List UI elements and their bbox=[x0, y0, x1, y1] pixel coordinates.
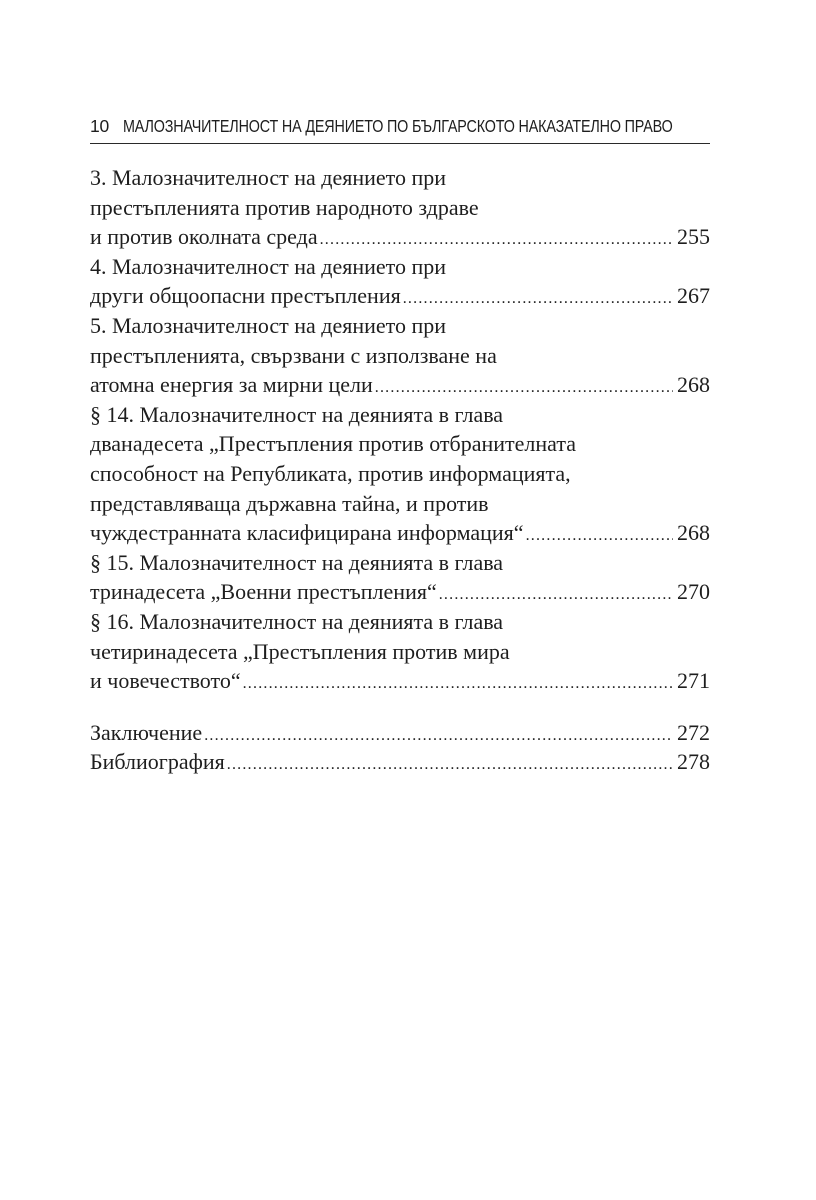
running-header bbox=[90, 113, 710, 144]
dot-leader bbox=[243, 669, 673, 699]
toc-entry-line: престъпленията против народното здраве bbox=[90, 194, 479, 220]
toc-entry bbox=[90, 252, 710, 311]
toc-page-number: 278 bbox=[677, 749, 710, 775]
toc-entry-line: способност на Републиката, против информацията, bbox=[90, 460, 571, 486]
toc-entry-title: и против околната среда bbox=[90, 224, 318, 250]
toc-entry-title: чуждестранната класифицирана информация“ bbox=[90, 520, 524, 546]
toc-entry-line: § 15. Малозначителност на деянията в глава bbox=[90, 549, 504, 575]
toc-page-number: 268 bbox=[677, 372, 710, 398]
header-book-title: МАЛОЗНАЧИТЕЛНОСТ НА ДЕЯНИЕТО ПО БЪЛГАРСКОТО НАКАЗАТЕЛНО ПРАВО bbox=[123, 116, 673, 136]
toc-entry-line: 4. Малозначителност на деянието при bbox=[90, 253, 447, 279]
toc-entry-line: четиринадесета „Престъпления против мира bbox=[90, 638, 510, 664]
toc-entry-line: § 16. Малозначителност на деянията в глава bbox=[90, 608, 504, 634]
toc-entry bbox=[90, 163, 710, 252]
toc-entry-line: дванадесета „Престъпления против отбранителната bbox=[90, 431, 577, 457]
toc-entry-leader-line[interactable] bbox=[90, 222, 710, 252]
toc-entry-title: атомна енергия за мирни цели bbox=[90, 372, 373, 398]
toc-entry-leader-line[interactable] bbox=[90, 281, 710, 311]
toc-entry-leader-line[interactable] bbox=[90, 577, 710, 607]
dot-leader bbox=[227, 750, 673, 780]
toc-entry-conclusion bbox=[90, 718, 710, 748]
toc-page-number: 255 bbox=[677, 224, 710, 250]
toc-entry-leader-line[interactable] bbox=[90, 666, 710, 696]
toc-entry-leader-line[interactable] bbox=[90, 718, 710, 748]
dot-leader bbox=[375, 373, 673, 403]
toc-entry bbox=[90, 548, 710, 607]
toc-entry-line: 3. Малозначителност на деянието при bbox=[90, 165, 447, 190]
dot-leader bbox=[526, 521, 673, 551]
toc-entry-line: представляваща държавна тайна, и против bbox=[90, 490, 489, 516]
toc-entry-title: тринадесета „Военни престъпления“ bbox=[90, 579, 437, 605]
toc-page-number: 267 bbox=[677, 283, 710, 309]
toc-entry-title: и човечеството“ bbox=[90, 668, 241, 694]
toc-page-number: 272 bbox=[677, 719, 710, 745]
dot-leader bbox=[320, 225, 673, 255]
dot-leader bbox=[204, 721, 673, 751]
toc-page-number: 270 bbox=[677, 579, 710, 605]
toc-entry-title: Заключение bbox=[90, 719, 203, 745]
toc-entry bbox=[90, 607, 710, 696]
toc-entry-leader-line[interactable] bbox=[90, 370, 710, 400]
toc-entry-line: § 14. Малозначителност на деянията в глава bbox=[90, 401, 504, 427]
toc-page-number: 268 bbox=[677, 520, 710, 546]
toc-entry bbox=[90, 311, 710, 400]
toc-entry-bibliography bbox=[90, 747, 710, 777]
table-of-contents bbox=[90, 163, 710, 777]
section-spacer bbox=[90, 696, 710, 718]
toc-entry bbox=[90, 400, 710, 548]
toc-entry-leader-line[interactable] bbox=[90, 518, 710, 548]
header-page-number: 10 bbox=[90, 116, 110, 136]
toc-entry-line: 5. Малозначителност на деянието при bbox=[90, 312, 447, 338]
toc-entry-title: Библиография bbox=[90, 749, 225, 775]
dot-leader bbox=[403, 284, 673, 314]
toc-entry-leader-line[interactable] bbox=[90, 747, 710, 777]
dot-leader bbox=[439, 580, 673, 610]
toc-entry-line: престъпленията, свързвани с използване на bbox=[90, 342, 497, 368]
toc-page-number: 271 bbox=[677, 668, 710, 694]
toc-entry-title: други общоопасни престъпления bbox=[90, 283, 401, 309]
